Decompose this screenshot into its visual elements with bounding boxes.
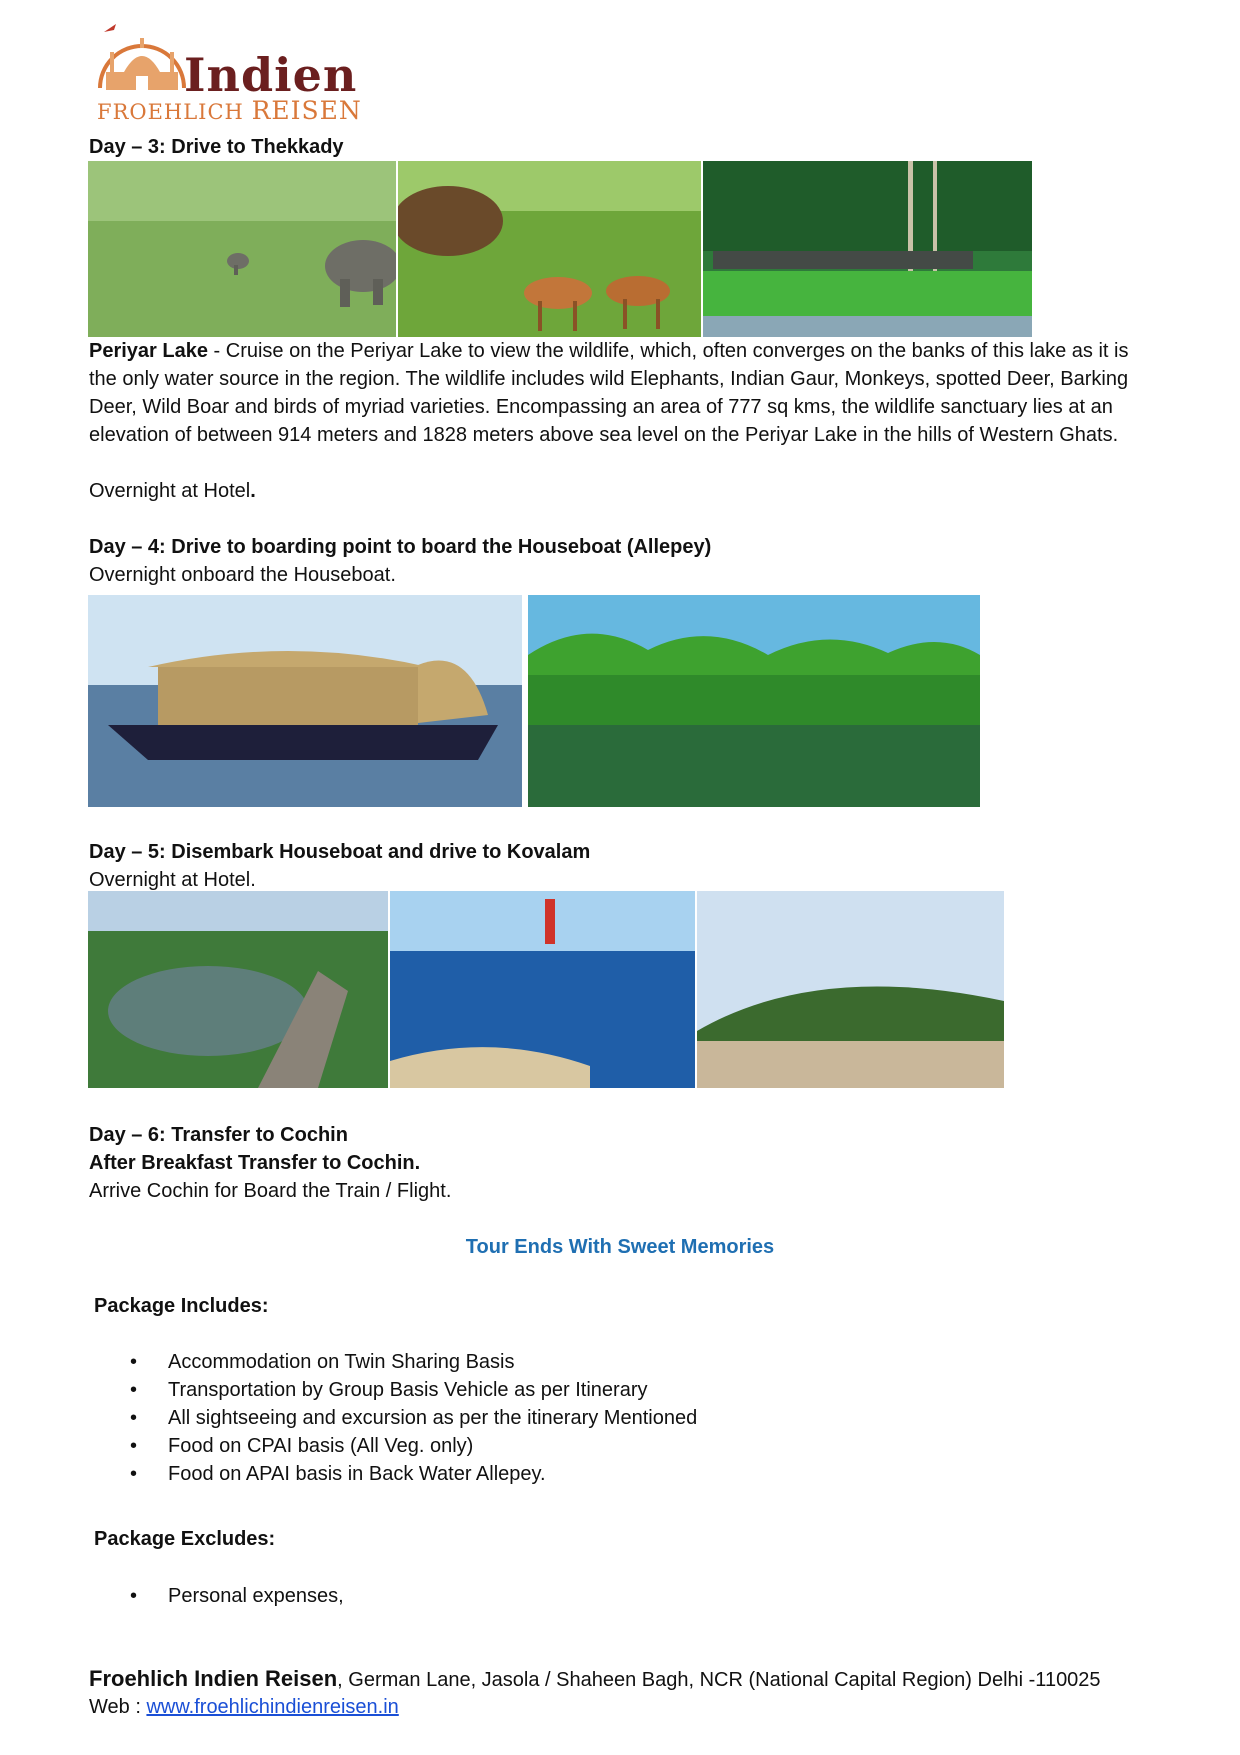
day3-overnight-text: Overnight at Hotel	[89, 480, 251, 502]
logo-subtitle-second: REISEN	[251, 96, 362, 125]
lighthouse-beach-photo	[390, 891, 695, 1088]
day6-subtitle: After Breakfast Transfer to Cochin.	[89, 1152, 421, 1174]
periyar-lake-description	[89, 337, 1149, 449]
day3-title: Day – 3: Drive to Thekkady	[89, 136, 344, 158]
includes-heading: Package Includes:	[94, 1295, 269, 1317]
day5-title: Day – 5: Disembark Houseboat and drive to Kovalam	[89, 841, 591, 863]
day6-title: Day – 6: Transfer to Cochin	[89, 1124, 348, 1146]
day5-overnight: Overnight at Hotel.	[89, 869, 256, 891]
tour-end-message: Tour Ends With Sweet Memories	[465, 1236, 775, 1258]
day4-overnight: Overnight onboard the Houseboat.	[89, 564, 396, 586]
periyar-lake-text: - Cruise on the Periyar Lake to view the wildlife, which, often converges on the banks of this lake as it is the only water source in the region. The wildlife includes wild Elephants, Indian Gaur, Monkeys, spotted Deer, Barking Deer, Wild Boar and birds of myriad varieties. Encompassing an area of 777 sq kms, the wildlife sanctuary lies at an elevation of between 914 meters and 1828 meters above sea level on the Periyar Lake in the hills of Western Ghats.	[89, 340, 1129, 446]
footer-web	[89, 1693, 399, 1721]
company-logo	[92, 18, 362, 125]
footer-address	[89, 1665, 1101, 1694]
day6-line: Arrive Cochin for Board the Train / Flight.	[89, 1180, 452, 1202]
day4-title: Day – 4: Drive to boarding point to board the Houseboat (Allepey)	[89, 536, 712, 558]
website-link[interactable]: www.froehlichindienreisen.in	[146, 1696, 399, 1718]
day3-overnight	[89, 477, 256, 505]
footer-address-text: , German Lane, Jasola / Shaheen Bagh, NCR (National Capital Region) Delhi -110025	[337, 1669, 1101, 1691]
includes-list	[130, 1348, 697, 1488]
logo-wordmark: Indien	[184, 48, 358, 102]
footer-web-label: Web :	[89, 1696, 147, 1718]
includes-item: • Food on APAI basis in Back Water Allepey.	[130, 1460, 697, 1488]
day3-overnight-dot: .	[250, 480, 256, 502]
excludes-list	[130, 1582, 344, 1610]
footer-brand: Froehlich Indien Reisen	[89, 1666, 338, 1691]
includes-item: • Food on CPAI basis (All Veg. only)	[130, 1432, 697, 1460]
houseboat-photo	[88, 595, 522, 807]
kovalam-beach-hill-photo	[697, 891, 1004, 1088]
logo-subtitle-first: FROEHLICH	[97, 100, 244, 124]
kovalam-lake-cliff-photo	[88, 891, 388, 1088]
includes-item: • All sightseeing and excursion as per the itinerary Mentioned	[130, 1404, 697, 1432]
spotted-deer-photo	[398, 161, 701, 337]
logo-subtitle	[97, 96, 362, 125]
excludes-item: • Personal expenses,	[130, 1582, 344, 1610]
elephant-herd-lake-photo	[703, 161, 1032, 337]
periyar-lake-lead: Periyar Lake	[89, 340, 208, 362]
excludes-heading: Package Excludes:	[94, 1528, 276, 1550]
includes-item: • Accommodation on Twin Sharing Basis	[130, 1348, 697, 1376]
elephants-grassland-photo	[88, 161, 396, 337]
backwater-palms-photo	[528, 595, 980, 807]
includes-item: • Transportation by Group Basis Vehicle as per Itinerary	[130, 1376, 697, 1404]
